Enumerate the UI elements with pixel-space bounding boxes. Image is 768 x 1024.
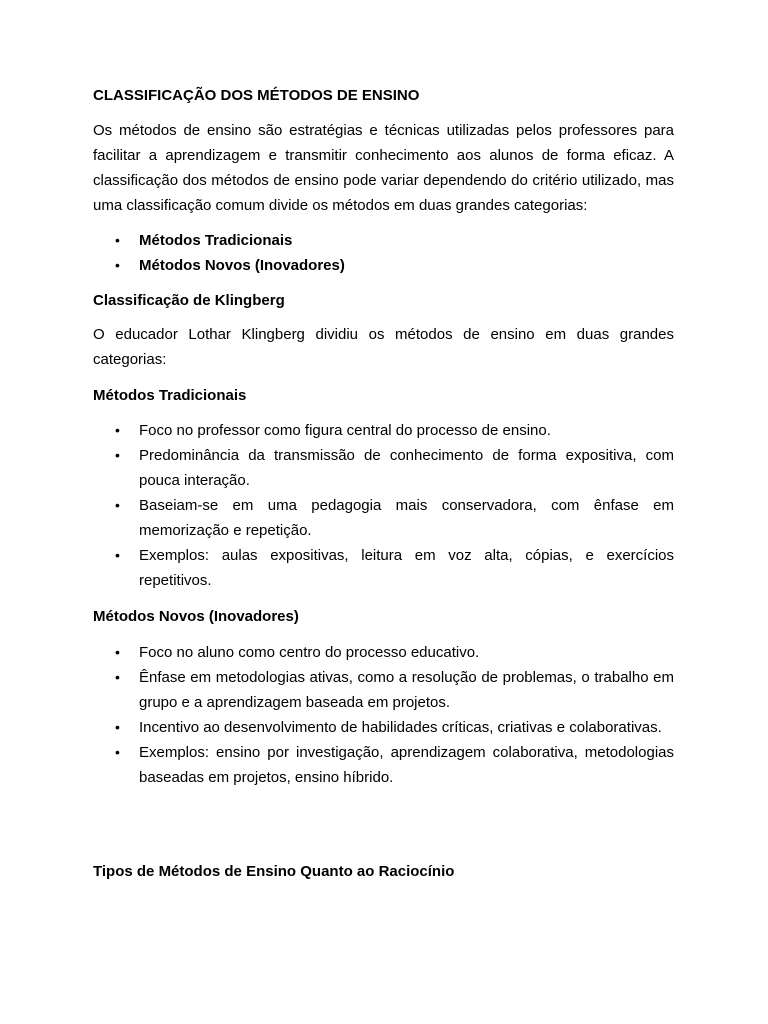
list-item-text: Baseiam-se em uma pedagogia mais conservadora, com ênfase em memorização e repetição. (139, 497, 674, 539)
bullet-icon: • (115, 257, 120, 273)
list-item (93, 253, 674, 278)
traditional-heading: Métodos Tradicionais (93, 387, 247, 404)
category-label: Métodos Novos (Inovadores) (139, 257, 345, 274)
traditional-list (93, 418, 674, 593)
bullet-icon: • (115, 422, 120, 438)
category-label: Métodos Tradicionais (139, 232, 293, 249)
bullet-icon: • (115, 644, 120, 660)
list-item (93, 493, 674, 543)
list-item (93, 715, 674, 740)
bullet-icon: • (115, 669, 120, 685)
list-item-text: Ênfase em metodologias ativas, como a resolução de problemas, o trabalho em grupo e a aprendizagem baseada em projetos. (139, 669, 674, 711)
intro-paragraph: Os métodos de ensino são estratégias e técnicas utilizadas pelos professores para facilitar a aprendizagem e transmitir conhecimento aos alunos de forma eficaz. A classificação dos métodos de ensino pode variar dependendo do critério utilizado, mas uma classificação comum divide os métodos em duas grandes categorias: (93, 122, 674, 214)
bullet-icon: • (115, 447, 120, 463)
bullet-icon: • (115, 719, 120, 735)
klingberg-heading: Classificação de Klingberg (93, 292, 285, 309)
bullet-icon: • (115, 497, 120, 513)
list-item (93, 740, 674, 790)
reasoning-heading: Tipos de Métodos de Ensino Quanto ao Raciocínio (93, 863, 455, 880)
list-item-text: Exemplos: ensino por investigação, aprendizagem colaborativa, metodologias baseadas em projetos, ensino híbrido. (139, 744, 674, 786)
categories-list (93, 228, 674, 278)
list-item-text: Incentivo ao desenvolvimento de habilidades críticas, criativas e colaborativas. (139, 719, 662, 736)
klingberg-paragraph: O educador Lothar Klingberg dividiu os métodos de ensino em duas grandes categorias: (93, 326, 674, 368)
document-title: CLASSIFICAÇÃO DOS MÉTODOS DE ENSINO (93, 87, 420, 104)
list-item-text: Exemplos: aulas expositivas, leitura em voz alta, cópias, e exercícios repetitivos. (139, 547, 674, 589)
list-item-text: Foco no aluno como centro do processo educativo. (139, 644, 480, 661)
list-item (93, 665, 674, 715)
bullet-icon: • (115, 547, 120, 563)
list-item (93, 640, 674, 665)
new-methods-list (93, 640, 674, 790)
list-item (93, 443, 674, 493)
bullet-icon: • (115, 232, 120, 248)
list-item (93, 418, 674, 443)
bullet-icon: • (115, 744, 120, 760)
list-item-text: Foco no professor como figura central do processo de ensino. (139, 422, 551, 439)
list-item (93, 228, 674, 253)
list-item-text: Predominância da transmissão de conhecimento de forma expositiva, com pouca interação. (139, 447, 674, 489)
new-methods-heading: Métodos Novos (Inovadores) (93, 608, 299, 625)
list-item (93, 543, 674, 593)
